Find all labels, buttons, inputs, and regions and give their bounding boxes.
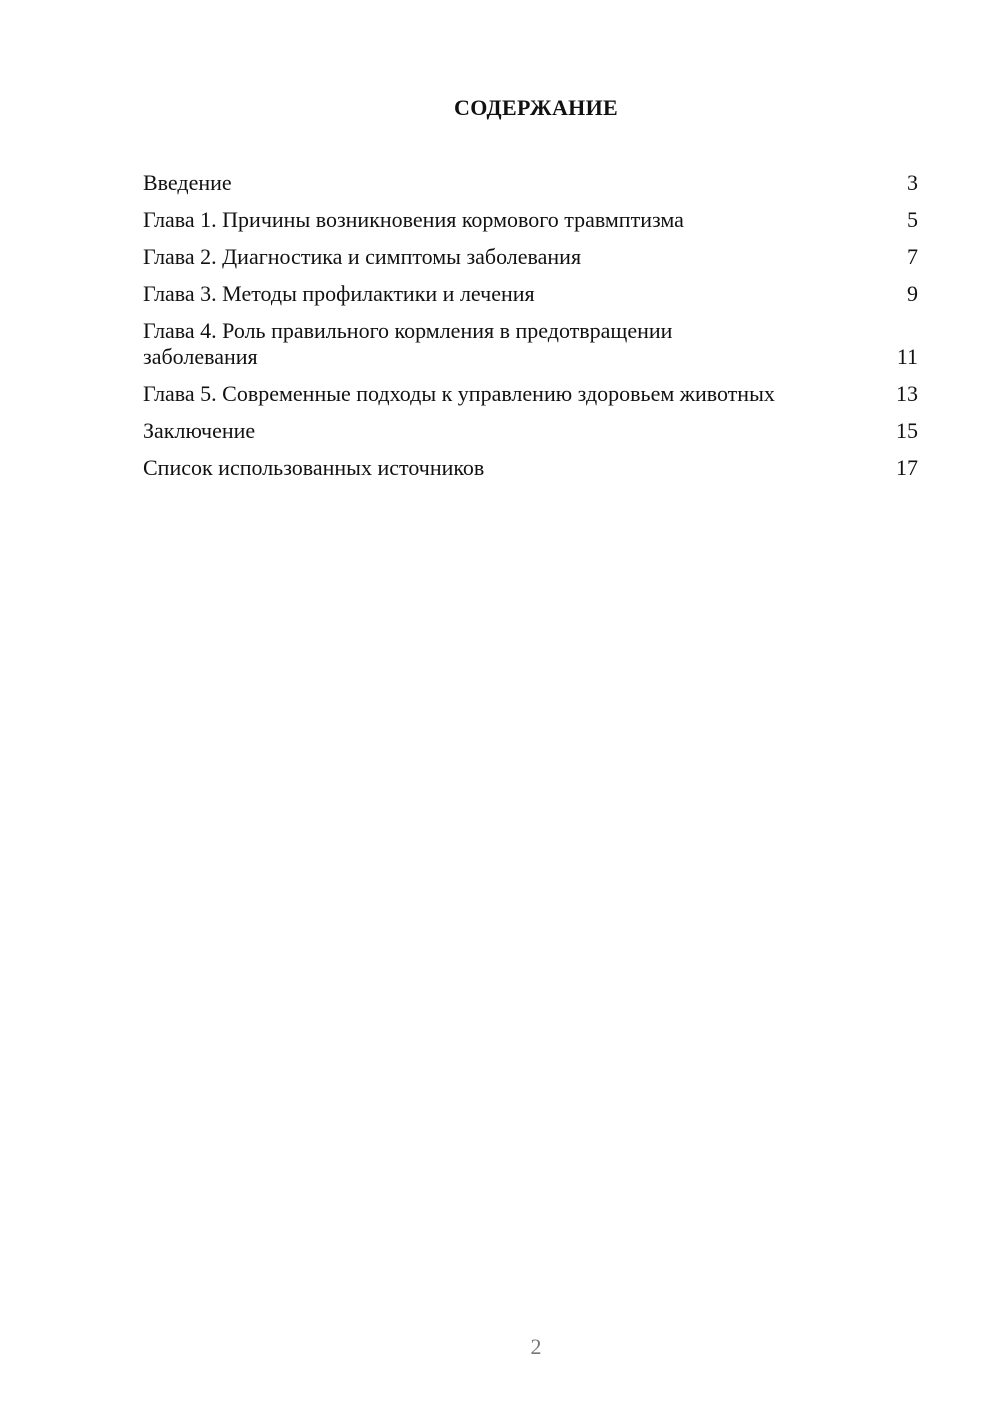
- toc-entry-chapter-1: [143, 207, 918, 233]
- toc-entry-chapter-3: [143, 281, 918, 307]
- toc-entry-page: 9: [907, 281, 918, 306]
- toc-entry-page: 7: [907, 244, 918, 269]
- toc-entry-label: Глава 5. Современные подходы к управлению здоровьем животных: [143, 381, 775, 406]
- toc-entry-label: Глава 1. Причины возникновения кормового травмптизма: [143, 207, 684, 232]
- toc-entry-page: 17: [896, 455, 918, 480]
- toc-entry-page: 13: [896, 381, 918, 406]
- toc-entry-references: [143, 455, 918, 481]
- toc-entry-chapter-2: [143, 244, 918, 270]
- footer-page-number: 2: [530, 1334, 542, 1359]
- toc-entry-chapter-5: [143, 381, 918, 407]
- toc-entry-introduction: [143, 170, 918, 196]
- toc-entry-label: Глава 4. Роль правильного кормления в предотвращении заболевания: [143, 318, 673, 369]
- toc-entry-label: Глава 2. Диагностика и симптомы заболевания: [143, 244, 582, 269]
- toc-entry-page: 3: [907, 170, 918, 195]
- toc-entry-page: 11: [896, 344, 918, 369]
- toc-entry-page: 15: [896, 418, 918, 443]
- toc-entry-label: Введение: [143, 170, 232, 195]
- page-title: СОДЕРЖАНИЕ: [454, 95, 618, 120]
- table-of-contents: [143, 170, 918, 492]
- toc-entry-page: 5: [907, 207, 918, 232]
- toc-entry-chapter-4: [143, 318, 918, 370]
- toc-entry-label: Список использованных источников: [143, 455, 485, 480]
- toc-entry-label: Глава 3. Методы профилактики и лечения: [143, 281, 535, 306]
- toc-entry-label: Заключение: [143, 418, 256, 443]
- toc-entry-conclusion: [143, 418, 918, 444]
